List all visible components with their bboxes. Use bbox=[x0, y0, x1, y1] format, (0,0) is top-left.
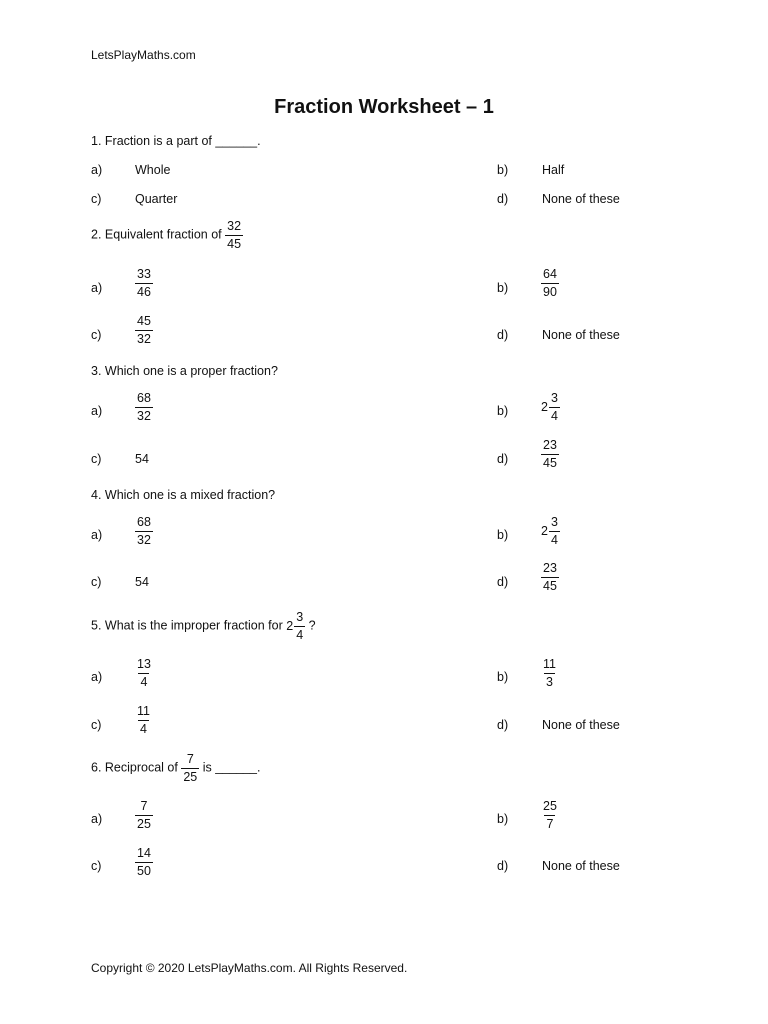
option-label: b) bbox=[497, 404, 509, 418]
whole-number: 2 bbox=[286, 619, 294, 633]
option-fraction bbox=[541, 562, 559, 592]
denominator: 50 bbox=[137, 863, 151, 878]
denominator: 45 bbox=[543, 455, 557, 470]
option-text: 54 bbox=[135, 452, 149, 466]
option-label: b) bbox=[497, 670, 509, 684]
option-label: a) bbox=[91, 812, 103, 826]
option-text: Whole bbox=[135, 163, 171, 177]
option-label: c) bbox=[91, 192, 102, 206]
numerator: 23 bbox=[543, 561, 557, 575]
numerator: 7 bbox=[140, 799, 148, 813]
option-label: b) bbox=[497, 528, 509, 542]
denominator: 25 bbox=[183, 769, 198, 784]
site-name: LetsPlayMaths.com bbox=[91, 48, 196, 62]
option-fraction bbox=[135, 705, 152, 735]
option-label: d) bbox=[497, 192, 509, 206]
option-label: a) bbox=[91, 281, 103, 295]
denominator: 32 bbox=[137, 532, 151, 547]
question-4 bbox=[91, 488, 275, 502]
numerator: 68 bbox=[137, 515, 151, 529]
question-5-suffix: ? bbox=[308, 618, 316, 633]
question-5 bbox=[91, 611, 316, 641]
option-fraction bbox=[135, 392, 153, 422]
question-6 bbox=[91, 753, 260, 783]
whole-number: 2 bbox=[541, 400, 548, 414]
denominator: 90 bbox=[543, 284, 557, 299]
denominator: 45 bbox=[227, 236, 242, 251]
denominator: 4 bbox=[550, 532, 558, 547]
numerator: 23 bbox=[543, 438, 557, 452]
option-label: c) bbox=[91, 452, 102, 466]
option-mixed-number bbox=[541, 516, 560, 546]
option-fraction bbox=[541, 658, 558, 688]
option-fraction bbox=[135, 658, 153, 688]
denominator: 4 bbox=[140, 674, 148, 689]
option-mixed-number bbox=[541, 392, 560, 422]
denominator: 7 bbox=[546, 816, 554, 831]
option-label: a) bbox=[91, 404, 103, 418]
numerator: 3 bbox=[550, 515, 558, 529]
question-2-text: 2. Equivalent fraction of bbox=[91, 227, 222, 242]
question-2 bbox=[91, 220, 243, 250]
option-text: None of these bbox=[542, 328, 620, 342]
question-fraction bbox=[225, 220, 243, 250]
option-label: a) bbox=[91, 528, 103, 542]
question-1-text: 1. Fraction is a part of ______. bbox=[91, 134, 261, 148]
numerator: 32 bbox=[227, 219, 242, 233]
question-fraction bbox=[181, 753, 199, 783]
option-label: b) bbox=[497, 281, 509, 295]
question-mixed-number bbox=[286, 611, 305, 641]
denominator: 32 bbox=[137, 408, 151, 423]
question-6-text: 6. Reciprocal of bbox=[91, 760, 178, 775]
option-fraction bbox=[541, 439, 559, 469]
numerator: 14 bbox=[137, 846, 151, 860]
option-fraction bbox=[541, 268, 559, 298]
option-label: d) bbox=[497, 328, 509, 342]
option-fraction bbox=[135, 516, 153, 546]
question-5-text: 5. What is the improper fraction for bbox=[91, 618, 283, 633]
numerator: 25 bbox=[543, 799, 557, 813]
denominator: 4 bbox=[296, 627, 304, 642]
option-text: 54 bbox=[135, 575, 149, 589]
question-4-text: 4. Which one is a mixed fraction? bbox=[91, 488, 276, 502]
option-label: a) bbox=[91, 163, 103, 177]
numerator: 11 bbox=[137, 704, 150, 718]
page-title: Fraction Worksheet – 1 bbox=[274, 96, 494, 118]
option-fraction bbox=[135, 268, 153, 298]
numerator: 7 bbox=[186, 752, 194, 766]
option-text: Half bbox=[542, 163, 565, 177]
option-label: d) bbox=[497, 718, 509, 732]
option-label: b) bbox=[497, 163, 509, 177]
option-fraction bbox=[135, 847, 153, 877]
denominator: 45 bbox=[543, 578, 557, 593]
denominator: 25 bbox=[137, 816, 151, 831]
copyright-footer: Copyright © 2020 LetsPlayMaths.com. All Rights Reserved. bbox=[91, 961, 408, 975]
option-label: c) bbox=[91, 859, 102, 873]
option-label: d) bbox=[497, 575, 509, 589]
numerator: 13 bbox=[137, 657, 151, 671]
denominator: 4 bbox=[140, 721, 147, 736]
option-fraction bbox=[541, 800, 559, 830]
option-fraction bbox=[135, 315, 153, 345]
option-label: b) bbox=[497, 812, 509, 826]
denominator: 32 bbox=[137, 331, 151, 346]
denominator: 4 bbox=[550, 408, 558, 423]
numerator: 11 bbox=[543, 657, 556, 671]
denominator: 46 bbox=[137, 284, 151, 299]
option-text: None of these bbox=[542, 718, 620, 732]
numerator: 45 bbox=[137, 314, 151, 328]
option-fraction bbox=[135, 800, 153, 830]
question-3-text: 3. Which one is a proper fraction? bbox=[91, 364, 278, 378]
denominator: 3 bbox=[546, 674, 553, 689]
numerator: 68 bbox=[137, 391, 151, 405]
whole-number: 2 bbox=[541, 524, 548, 538]
option-label: a) bbox=[91, 670, 103, 684]
numerator: 33 bbox=[137, 267, 151, 281]
option-label: d) bbox=[497, 859, 509, 873]
option-text: None of these bbox=[542, 859, 620, 873]
option-label: c) bbox=[91, 718, 102, 732]
option-text: Quarter bbox=[135, 192, 178, 206]
numerator: 64 bbox=[543, 267, 557, 281]
numerator: 3 bbox=[550, 391, 558, 405]
option-label: c) bbox=[91, 328, 102, 342]
question-6-suffix: is ______. bbox=[202, 760, 261, 775]
numerator: 3 bbox=[296, 610, 304, 624]
option-text: None of these bbox=[542, 192, 620, 206]
question-3 bbox=[91, 364, 278, 378]
option-label: c) bbox=[91, 575, 102, 589]
question-1 bbox=[91, 134, 261, 148]
option-label: d) bbox=[497, 452, 509, 466]
